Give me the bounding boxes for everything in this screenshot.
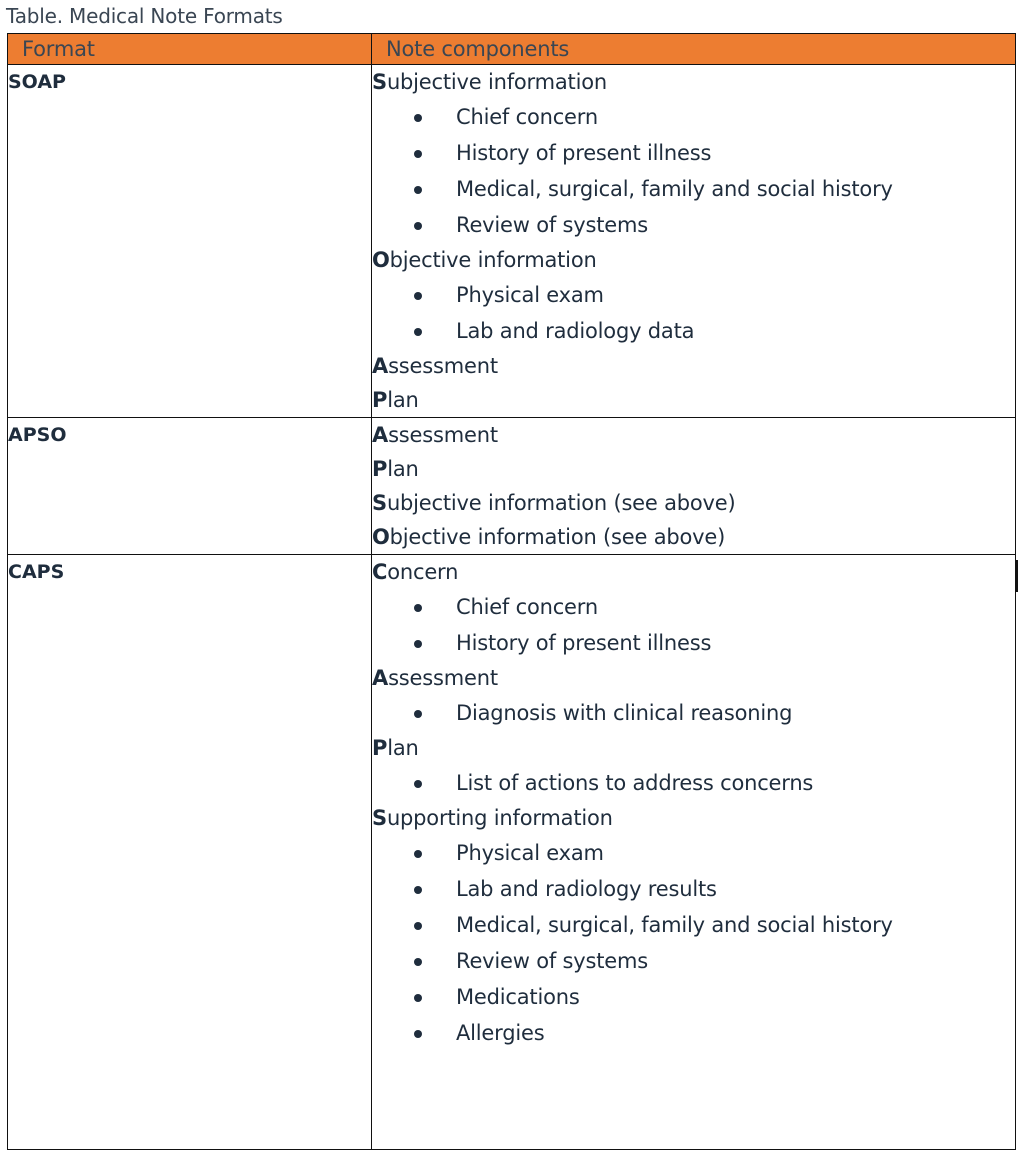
component-bullet-list: [372, 835, 1015, 1051]
component-initial: O: [372, 248, 390, 272]
bullet-icon: [414, 114, 422, 122]
component-label: ubjective information: [386, 70, 607, 94]
component-heading: [372, 661, 1015, 695]
header-format: Format: [8, 34, 372, 65]
component-bullet-list: [372, 277, 1015, 349]
table-row-soap: [8, 65, 1016, 418]
medical-note-formats-table: [7, 33, 1016, 1150]
component-heading: [372, 452, 1015, 486]
bullet-icon: [414, 186, 422, 194]
list-item: List of actions to address concerns: [372, 765, 1015, 801]
table-caption: Table. Medical Note Formats: [6, 4, 283, 28]
list-item: History of present illness: [372, 135, 1015, 171]
list-item: Diagnosis with clinical reasoning: [372, 695, 1015, 731]
component-label: bjective information: [389, 248, 597, 272]
list-item: History of present illness: [372, 625, 1015, 661]
component-bullet-list: [372, 589, 1015, 661]
bullet-icon: [414, 1030, 422, 1038]
note-components-cell: [372, 555, 1016, 1150]
component-initial: A: [372, 354, 389, 378]
format-name: APSO: [8, 418, 372, 555]
component-heading: [372, 243, 1015, 277]
list-item: Allergies: [372, 1015, 1015, 1051]
component-label: lan: [387, 457, 419, 481]
component-heading: [372, 520, 1015, 554]
component-label: lan: [387, 736, 419, 760]
component-initial: P: [372, 388, 388, 412]
note-components-cell: [372, 418, 1016, 555]
component-label: upporting information: [386, 806, 613, 830]
list-item: Chief concern: [372, 589, 1015, 625]
bullet-icon: [414, 328, 422, 336]
list-item: Chief concern: [372, 99, 1015, 135]
format-name: CAPS: [8, 555, 372, 1150]
component-label: bjective information (see above): [389, 525, 726, 549]
header-note-components: Note components: [372, 34, 1016, 65]
component-bullet-list: [372, 99, 1015, 243]
component-initial: S: [372, 806, 387, 830]
text-cursor-marker: [1016, 560, 1018, 592]
list-item: Review of systems: [372, 207, 1015, 243]
list-item: Lab and radiology results: [372, 871, 1015, 907]
table-header-row: [8, 34, 1016, 65]
component-heading: [372, 731, 1015, 765]
format-name: SOAP: [8, 65, 372, 418]
bullet-icon: [414, 222, 422, 230]
component-heading: [372, 349, 1015, 383]
component-initial: C: [372, 560, 388, 584]
bullet-icon: [414, 150, 422, 158]
component-heading: [372, 383, 1015, 417]
bullet-icon: [414, 604, 422, 612]
table-row-apso: [8, 418, 1016, 555]
bullet-icon: [414, 994, 422, 1002]
list-item: Lab and radiology data: [372, 313, 1015, 349]
bullet-icon: [414, 922, 422, 930]
component-label: ssessment: [388, 666, 498, 690]
bullet-icon: [414, 886, 422, 894]
component-initial: P: [372, 736, 388, 760]
component-heading: [372, 555, 1015, 589]
component-heading: [372, 486, 1015, 520]
list-item: Physical exam: [372, 835, 1015, 871]
table-row-caps: [8, 555, 1016, 1150]
list-item: Physical exam: [372, 277, 1015, 313]
component-initial: S: [372, 70, 387, 94]
component-label: ssessment: [388, 423, 498, 447]
list-item: Medical, surgical, family and social history: [372, 171, 1015, 207]
component-bullet-list: [372, 765, 1015, 801]
list-item: Medical, surgical, family and social history: [372, 907, 1015, 943]
component-heading: [372, 801, 1015, 835]
list-item: Review of systems: [372, 943, 1015, 979]
component-label: ssessment: [388, 354, 498, 378]
component-initial: P: [372, 457, 388, 481]
component-initial: O: [372, 525, 390, 549]
component-initial: A: [372, 666, 389, 690]
bullet-icon: [414, 710, 422, 718]
component-label: lan: [387, 388, 419, 412]
bullet-icon: [414, 958, 422, 966]
bullet-icon: [414, 292, 422, 300]
bullet-icon: [414, 850, 422, 858]
note-components-cell: [372, 65, 1016, 418]
component-initial: A: [372, 423, 389, 447]
bullet-icon: [414, 780, 422, 788]
list-item: Medications: [372, 979, 1015, 1015]
component-label: ubjective information (see above): [386, 491, 736, 515]
component-heading: [372, 418, 1015, 452]
component-heading: [372, 65, 1015, 99]
component-label: oncern: [387, 560, 459, 584]
bullet-icon: [414, 640, 422, 648]
component-bullet-list: [372, 695, 1015, 731]
component-initial: S: [372, 491, 387, 515]
